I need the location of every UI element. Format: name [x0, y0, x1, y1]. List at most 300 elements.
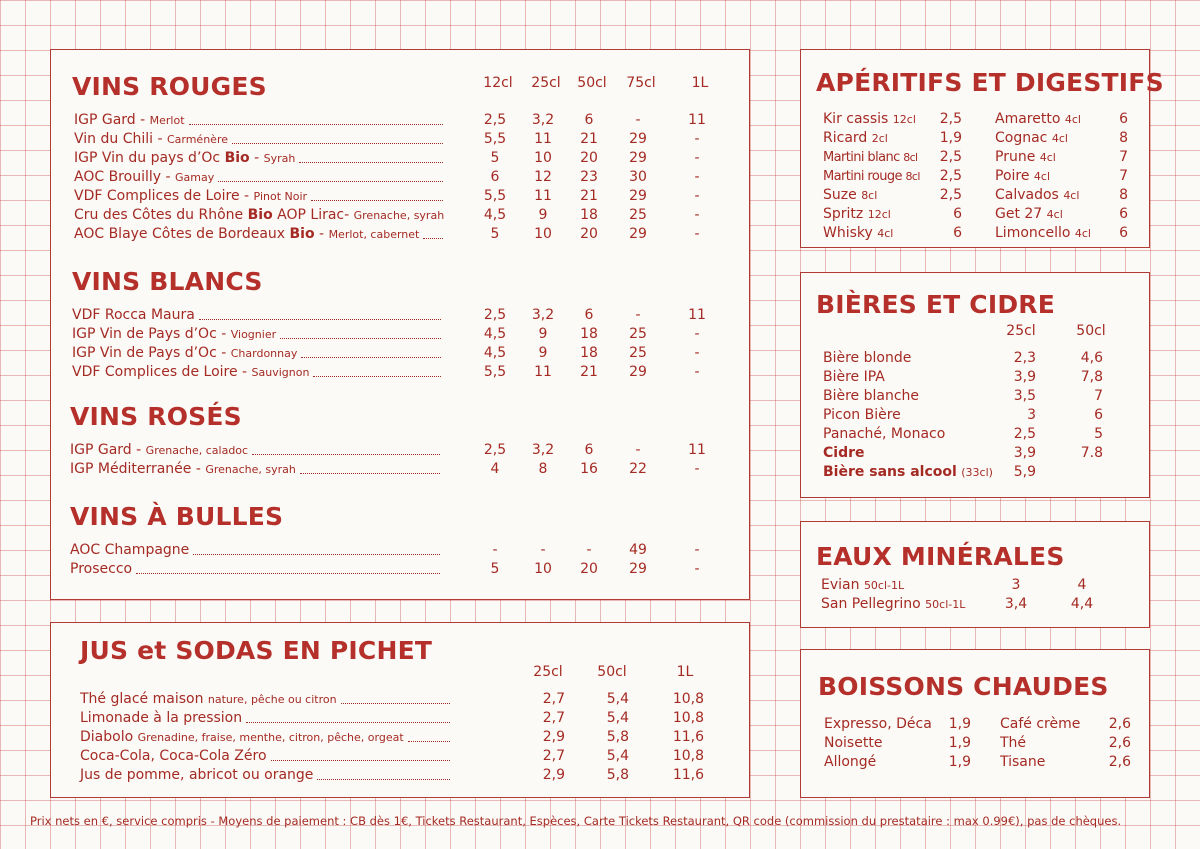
price-cell: 11 — [688, 442, 706, 458]
wine-label — [74, 188, 307, 205]
digestif-name: Cognac — [995, 130, 1048, 146]
eau-name: Evian — [821, 577, 860, 593]
price-cell: 11 — [688, 307, 706, 323]
price-cell: 29 — [629, 150, 647, 166]
price-cell: - — [694, 326, 700, 342]
grape-variety: Merlot — [149, 114, 185, 127]
wine-label — [70, 542, 189, 559]
wine-label — [74, 131, 228, 148]
wine-name: IGP Gard — [70, 442, 137, 458]
wine-name: AOC Brouilly — [74, 169, 162, 185]
price-cell: 10 — [534, 150, 552, 166]
price-cell: 11 — [688, 112, 706, 128]
price-cell: 9 — [538, 207, 548, 223]
price-cell: 2,5 — [483, 112, 507, 128]
wine-label — [72, 364, 309, 381]
digestif-volume: 4cl — [1074, 227, 1091, 240]
price-cell: 18 — [580, 207, 598, 223]
grape-variety: Grenache, syrah — [353, 209, 445, 222]
wine-separator: - — [161, 169, 175, 185]
price-cell: 11 — [534, 131, 552, 147]
price-cell: - — [694, 561, 700, 577]
price-cell: 4,5 — [483, 207, 507, 223]
digestif-name: Get 27 — [995, 206, 1043, 222]
price-cell: 2,5 — [1013, 426, 1036, 442]
price-cell: 12 — [534, 169, 552, 185]
price-cell: - — [492, 542, 498, 558]
price-cell: 1,9 — [948, 716, 971, 732]
wine-name: IGP Vin de Pays d’Oc — [72, 345, 217, 361]
price-cell: 4,6 — [1080, 350, 1103, 366]
price-cell: 8 — [1119, 187, 1128, 203]
jus-label — [80, 710, 242, 727]
dot-leader — [280, 338, 441, 339]
jus-name: Diabolo — [80, 729, 134, 745]
jus-label — [80, 691, 337, 708]
price-cell: 5,5 — [483, 131, 507, 147]
price-cell: 25 — [629, 345, 647, 361]
price-cell: 22 — [629, 461, 647, 477]
digestif-label — [995, 111, 1081, 128]
dot-leader — [311, 200, 443, 201]
price-cell: 3,2 — [531, 307, 555, 323]
price-cell: 10,8 — [672, 710, 704, 726]
price-cell: 25 — [629, 207, 647, 223]
price-cell: 11,6 — [672, 767, 704, 783]
wine-label — [70, 561, 132, 578]
price-cell: - — [694, 542, 700, 558]
price-cell: - — [694, 207, 700, 223]
price-cell: 2,6 — [1108, 735, 1131, 751]
bieres-header-50cl: 50cl — [1076, 323, 1106, 339]
price-cell: 4,5 — [483, 345, 507, 361]
price-cell: 2,7 — [542, 691, 565, 707]
biere-label — [823, 407, 901, 424]
header-12cl: 12cl — [483, 75, 513, 91]
dot-leader — [301, 357, 441, 358]
digestif-volume: 4cl — [1051, 132, 1068, 145]
price-cell: 3,5 — [1013, 388, 1036, 404]
aperitif-volume: 12cl — [892, 113, 916, 126]
aperitif-name: Martini blanc — [823, 150, 900, 165]
price-cell: 11 — [534, 188, 552, 204]
price-cell: 6 — [953, 225, 962, 241]
biere-name: Bière blonde — [823, 350, 912, 366]
dot-leader — [199, 319, 441, 320]
wine-name: VDF Complices de Loire — [72, 364, 238, 380]
wine-label — [74, 112, 185, 129]
price-cell: 4 — [490, 461, 500, 477]
price-cell: 7 — [1119, 149, 1128, 165]
eau-volume: 50cl-1L — [863, 579, 905, 592]
price-cell: 5 — [490, 150, 500, 166]
eau-label — [821, 596, 965, 613]
price-cell: 10,8 — [672, 748, 704, 764]
dot-leader — [423, 238, 443, 239]
price-cell: 16 — [580, 461, 598, 477]
price-cell: 49 — [629, 542, 647, 558]
aperitif-volume: 8cl — [905, 170, 920, 183]
price-cell: 10 — [534, 226, 552, 242]
price-cell: 20 — [580, 150, 598, 166]
digestif-volume: 4cl — [1033, 170, 1051, 183]
price-cell: 2,9 — [542, 767, 565, 783]
price-cell: 5 — [490, 226, 500, 242]
price-cell: 5 — [1094, 426, 1103, 442]
aperitifs-title: APÉRITIFS ET DIGESTIFS — [816, 68, 1164, 97]
wine-separator: - — [191, 461, 206, 477]
price-cell: - — [540, 542, 546, 558]
price-cell: 5,8 — [606, 729, 629, 745]
wine-label — [70, 442, 248, 459]
biere-label — [823, 464, 993, 481]
price-cell: 2,5 — [483, 442, 507, 458]
digestif-name: Amaretto — [995, 111, 1061, 127]
grape-variety: Pinot Noir — [253, 190, 308, 203]
wine-separator: - — [249, 150, 264, 166]
aperitif-volume: 4cl — [877, 227, 894, 240]
wine-label — [72, 326, 276, 343]
price-cell: 6 — [584, 442, 594, 458]
price-cell: - — [635, 307, 641, 323]
price-cell: 5,9 — [1013, 464, 1036, 480]
digestif-label — [995, 168, 1050, 185]
aperitif-volume: 2cl — [871, 132, 888, 145]
biere-volume: (33cl) — [961, 466, 993, 479]
jus-label — [80, 729, 404, 746]
jus-detail: nature, pêche ou citron — [207, 693, 337, 706]
price-cell: 5,4 — [606, 710, 629, 726]
price-cell: 1,9 — [948, 735, 971, 751]
wine-label — [74, 226, 419, 243]
grape-variety: Carménère — [166, 133, 228, 146]
price-cell: 3 — [1027, 407, 1036, 423]
dot-leader — [136, 573, 440, 574]
price-cell: 9 — [538, 326, 548, 342]
price-cell: 2,6 — [1108, 754, 1131, 770]
price-cell: 3,9 — [1013, 369, 1036, 385]
jus-label — [80, 748, 267, 765]
boisson-name: Café crème — [1000, 716, 1081, 732]
price-cell: 10,8 — [672, 691, 704, 707]
price-cell: 9 — [538, 345, 548, 361]
jus-name: Coca-Cola, Coca-Cola Zéro — [80, 748, 267, 764]
price-cell: 2,5 — [483, 307, 507, 323]
price-cell: - — [694, 226, 700, 242]
dot-leader — [218, 181, 443, 182]
wine-name: VDF Rocca Maura — [72, 307, 195, 323]
wine-name: IGP Vin du pays d’Oc — [74, 150, 225, 166]
price-cell: 4 — [1077, 577, 1087, 593]
vins-roses-title: VINS ROSÉS — [70, 402, 242, 431]
price-cell: 6 — [953, 206, 962, 222]
dot-leader — [252, 454, 440, 455]
aperitif-label — [823, 111, 916, 128]
jus-name: Jus de pomme, abricot ou orange — [80, 767, 314, 783]
aperitif-name: Whisky — [823, 225, 873, 241]
boisson-name: Tisane — [1000, 754, 1046, 770]
wine-label — [74, 207, 444, 224]
vins-blancs-title: VINS BLANCS — [72, 267, 263, 296]
price-cell: 25 — [629, 326, 647, 342]
header-75cl: 75cl — [626, 75, 656, 91]
price-cell: 20 — [580, 561, 598, 577]
wine-name: IGP Méditerranée — [70, 461, 192, 477]
jus-header-25cl: 25cl — [533, 664, 563, 680]
wine-separator: - — [135, 112, 150, 128]
price-cell: 11,6 — [672, 729, 704, 745]
price-cell: - — [694, 169, 700, 185]
boisson-name: Thé — [1000, 735, 1027, 751]
wine-name: Cru des Côtes du Rhône — [74, 207, 248, 223]
price-cell: 29 — [629, 131, 647, 147]
price-cell: 20 — [580, 226, 598, 242]
price-cell: 3,4 — [1004, 596, 1028, 612]
bio-label: Bio — [247, 207, 273, 223]
jus-title: JUS et SODAS EN PICHET — [80, 636, 433, 665]
header-25cl: 25cl — [531, 75, 561, 91]
grape-variety: Sauvignon — [251, 366, 310, 379]
digestif-volume: 4cl — [1063, 189, 1080, 202]
jus-name: Limonade à la pression — [80, 710, 243, 726]
bio-label: Bio — [289, 226, 315, 242]
jus-name: Thé glacé maison — [80, 691, 204, 707]
price-cell: 2,5 — [939, 149, 962, 165]
price-cell: 23 — [580, 169, 598, 185]
grape-variety: Grenache, syrah — [205, 463, 296, 476]
price-cell: - — [635, 442, 641, 458]
wine-name: IGP Gard — [74, 112, 136, 128]
price-cell: 5,8 — [606, 767, 629, 783]
jus-label — [80, 767, 313, 784]
wine-label — [74, 150, 295, 167]
grape-variety: Viognier — [230, 328, 277, 341]
biere-name: Panaché, Monaco — [823, 426, 946, 442]
dot-leader — [189, 124, 443, 125]
price-cell: 7,8 — [1080, 369, 1103, 385]
header-50cl: 50cl — [577, 75, 607, 91]
price-cell: 8 — [1119, 130, 1128, 146]
wine-name: VDF Complices de Loire — [74, 188, 240, 204]
digestif-volume: 4cl — [1039, 151, 1056, 164]
footer-note: Prix nets en €, service compris - Moyens de paiement : CB dès 1€, Tickets Restaurant, Espèces, Carte Tickets Restaurant, QR code (commission du prestataire : max 0.99€), pas de chèques. — [30, 814, 1122, 828]
digestif-label — [995, 149, 1056, 166]
wine-name: Vin du Chili — [74, 131, 154, 147]
digestif-name: Poire — [995, 168, 1030, 184]
wine-name: Prosecco — [70, 561, 133, 577]
wine-name: AOC Champagne — [70, 542, 190, 558]
header-1l: 1L — [691, 75, 709, 91]
dot-leader — [271, 760, 450, 761]
price-cell: - — [586, 542, 592, 558]
wine-separator: - — [216, 345, 231, 361]
digestif-label — [995, 206, 1063, 223]
aperitif-label — [823, 187, 877, 204]
wine-label — [70, 461, 296, 478]
digestif-name: Calvados — [995, 187, 1059, 203]
digestif-name: Prune — [995, 149, 1036, 165]
biere-label — [823, 445, 865, 462]
price-cell: 6 — [1119, 225, 1128, 241]
wine-separator: - — [153, 131, 167, 147]
price-cell: 2,5 — [939, 111, 962, 127]
dot-leader — [317, 779, 450, 780]
biere-name: Bière sans alcool — [823, 464, 957, 480]
price-cell: 2,9 — [542, 729, 565, 745]
dot-leader — [313, 376, 441, 377]
grape-variety: Syrah — [263, 152, 296, 165]
digestif-name: Limoncello — [995, 225, 1071, 241]
biere-name: Picon Bière — [823, 407, 901, 423]
biere-label — [823, 369, 885, 386]
price-cell: 30 — [629, 169, 647, 185]
dot-leader — [299, 162, 443, 163]
aperitif-name: Spritz — [823, 206, 864, 222]
grape-variety: Gamay — [174, 171, 215, 184]
price-cell: 5,4 — [606, 748, 629, 764]
aperitif-volume: 8cl — [861, 189, 878, 202]
price-cell: - — [694, 364, 700, 380]
dot-leader — [341, 703, 450, 704]
price-cell: 8 — [538, 461, 548, 477]
price-cell: 5 — [490, 561, 500, 577]
wine-separator: AOP Lirac- — [272, 207, 354, 223]
dot-leader — [300, 473, 440, 474]
price-cell: 29 — [629, 226, 647, 242]
price-cell: 2,5 — [939, 168, 962, 184]
price-cell: 6 — [1119, 111, 1128, 127]
price-cell: 2,6 — [1108, 716, 1131, 732]
biere-label — [823, 388, 919, 405]
eau-name: San Pellegrino — [821, 596, 921, 612]
grape-variety: Grenache, caladoc — [145, 444, 249, 457]
price-cell: 21 — [580, 364, 598, 380]
eau-label — [821, 577, 904, 594]
wine-separator: - — [216, 326, 231, 342]
price-cell: - — [694, 131, 700, 147]
boisson-name: Expresso, Déca — [824, 716, 932, 732]
bieres-header-25cl: 25cl — [1006, 323, 1036, 339]
wine-label — [72, 307, 195, 324]
price-cell: 11 — [534, 364, 552, 380]
aperitif-volume: 8cl — [903, 151, 918, 164]
price-cell: 18 — [580, 345, 598, 361]
bio-label: Bio — [224, 150, 250, 166]
price-cell: 6 — [1094, 407, 1103, 423]
price-cell: 4,4 — [1070, 596, 1094, 612]
bieres-title: BIÈRES ET CIDRE — [816, 290, 1056, 319]
digestif-label — [995, 225, 1091, 242]
price-cell: - — [635, 112, 641, 128]
price-cell: 3,9 — [1013, 445, 1036, 461]
dot-leader — [246, 722, 450, 723]
price-cell: 6 — [490, 169, 500, 185]
price-cell: 2,3 — [1013, 350, 1036, 366]
price-cell: 4,5 — [483, 326, 507, 342]
wine-name: AOC Blaye Côtes de Bordeaux — [74, 226, 290, 242]
price-cell: 6 — [584, 307, 594, 323]
biere-label — [823, 350, 911, 367]
price-cell: 5,5 — [483, 364, 507, 380]
wine-separator: - — [237, 364, 252, 380]
aperitif-name: Kir cassis — [823, 111, 889, 127]
wine-label — [74, 169, 214, 186]
price-cell: 6 — [584, 112, 594, 128]
wine-label — [72, 345, 297, 362]
price-cell: 29 — [629, 364, 647, 380]
biere-name: Bière blanche — [823, 388, 920, 404]
biere-name: Cidre — [823, 445, 865, 461]
digestif-label — [995, 187, 1079, 204]
price-cell: - — [694, 150, 700, 166]
wine-separator: - — [136, 442, 146, 458]
price-cell: 7.8 — [1080, 445, 1103, 461]
price-cell: 21 — [580, 188, 598, 204]
aperitif-label — [823, 130, 888, 147]
price-cell: 2,7 — [542, 710, 565, 726]
grape-variety: Merlot, cabernet — [328, 228, 420, 241]
aperitif-volume: 12cl — [867, 208, 891, 221]
digestif-volume: 4cl — [1064, 113, 1081, 126]
wine-separator: - — [239, 188, 254, 204]
price-cell: 21 — [580, 131, 598, 147]
aperitif-name: Ricard — [823, 130, 868, 146]
vins-bulles-title: VINS À BULLES — [70, 502, 284, 531]
price-cell: 6 — [1119, 206, 1128, 222]
jus-header-50cl: 50cl — [597, 664, 627, 680]
chaudes-title: BOISSONS CHAUDES — [818, 672, 1109, 701]
biere-name: Bière IPA — [823, 369, 885, 385]
aperitif-name: Martini rouge — [823, 169, 902, 184]
price-cell: - — [694, 188, 700, 204]
price-cell: 2,7 — [542, 748, 565, 764]
aperitif-label — [823, 206, 891, 223]
price-cell: 29 — [629, 561, 647, 577]
price-cell: 1,9 — [939, 130, 962, 146]
eaux-title: EAUX MINÉRALES — [816, 542, 1065, 571]
price-cell: 3 — [1011, 577, 1021, 593]
jus-detail: Grenadine, fraise, menthe, citron, pêche, orgeat — [137, 731, 404, 744]
aperitif-label — [823, 149, 918, 166]
dot-leader — [408, 741, 450, 742]
price-cell: 1,9 — [948, 754, 971, 770]
boisson-name: Allongé — [824, 754, 877, 770]
price-cell: 10 — [534, 561, 552, 577]
boisson-name: Noisette — [824, 735, 883, 751]
price-cell: 7 — [1119, 168, 1128, 184]
price-cell: 3,2 — [531, 112, 555, 128]
price-cell: 5,4 — [606, 691, 629, 707]
digestif-volume: 4cl — [1046, 208, 1063, 221]
price-cell: 7 — [1094, 388, 1103, 404]
wine-separator: - — [314, 226, 329, 242]
digestif-label — [995, 130, 1068, 147]
jus-header-1l: 1L — [676, 664, 694, 680]
price-cell: 3,2 — [531, 442, 555, 458]
eau-volume: 50cl-1L — [925, 598, 966, 611]
aperitif-label — [823, 168, 920, 185]
wine-name: IGP Vin de Pays d’Oc — [72, 326, 217, 342]
dot-leader — [232, 143, 443, 144]
price-cell: 2,5 — [939, 187, 962, 203]
aperitif-label — [823, 225, 893, 242]
price-cell: 29 — [629, 188, 647, 204]
price-cell: 5,5 — [483, 188, 507, 204]
dot-leader — [193, 554, 440, 555]
price-cell: 18 — [580, 326, 598, 342]
price-cell: - — [694, 461, 700, 477]
aperitif-name: Suze — [823, 187, 857, 203]
